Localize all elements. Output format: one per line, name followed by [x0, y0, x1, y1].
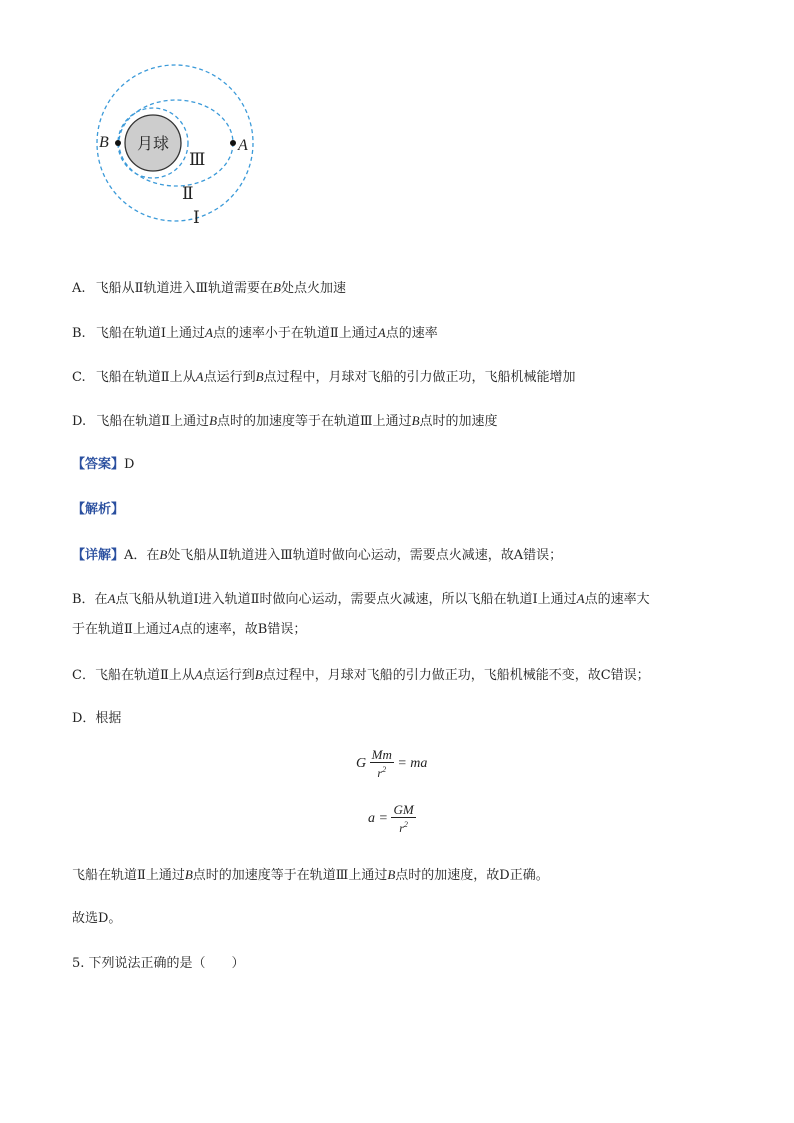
detail-d-conclusion: 飞船在轨道Ⅱ上通过B点时的加速度等于在轨道Ⅲ上通过B点时的加速度，故D正确。: [72, 867, 549, 883]
answer-value: D: [124, 457, 135, 472]
fraction-mm-r2: $\frac{Mm}{r^2}$: [371, 747, 392, 780]
detail-tag: 【详解】: [72, 548, 125, 563]
answer-tag: 【答案】: [72, 457, 125, 472]
detail-c: C．飞船在轨道Ⅱ上从A点运行到B点过程中，月球对飞船的引力做正功，飞船机械能不变，故C错误；: [72, 667, 650, 683]
analysis-line: [72, 501, 124, 519]
fraction-gm-r2: $\frac{GM}{r^2}$: [393, 802, 414, 835]
moon-label: 月球: [136, 136, 170, 153]
detail-b-line2: 于在轨道Ⅱ上通过A点的速率，故B错误；: [72, 621, 307, 637]
orbit-1-label: Ⅰ: [193, 208, 200, 227]
orbit-2-label: Ⅱ: [182, 184, 194, 203]
orbit-3-label: Ⅲ: [189, 150, 206, 169]
detail-a: 【详解】A．在B处飞船从Ⅱ轨道进入Ⅲ轨道时做向心运动，需要点火减速，故A错误；: [72, 547, 563, 563]
point-b-dot: [115, 140, 121, 146]
option-d: D. 飞船在轨道Ⅱ上通过B点时的加速度等于在轨道Ⅲ上通过B点时的加速度: [72, 413, 498, 429]
point-a-dot: [230, 140, 236, 146]
analysis-tag: 【解析】: [72, 502, 125, 517]
point-a-label: A: [238, 137, 248, 154]
point-b-label: B: [99, 134, 109, 151]
option-c: C. 飞船在轨道Ⅱ上从A点运行到B点过程中，月球对飞船的引力做正功，飞船机械能增加: [72, 369, 576, 385]
formula-gravity: G $\frac{Mm}{r^2}$ = ma: [356, 747, 428, 780]
detail-d-intro: D．根据: [72, 711, 122, 726]
next-question: 5. 下列说法正确的是（ ）: [72, 956, 245, 971]
option-a: A. 飞船从Ⅱ轨道进入Ⅲ轨道需要在B处点火加速: [72, 280, 347, 296]
detail-b-line1: B．在A点飞船从轨道Ⅰ进入轨道Ⅱ时做向心运动，需要点火减速，所以飞船在轨道Ⅰ上通过A点的速率大: [72, 591, 650, 607]
option-b: B. 飞船在轨道Ⅰ上通过A点的速率小于在轨道Ⅱ上通过A点的速率: [72, 325, 438, 341]
formula-acceleration: a = $\frac{GM}{r^2}$: [368, 802, 414, 835]
orbit-diagram: [90, 55, 270, 235]
answer-line: [72, 456, 134, 474]
final-choice: 故选D。: [72, 911, 122, 926]
